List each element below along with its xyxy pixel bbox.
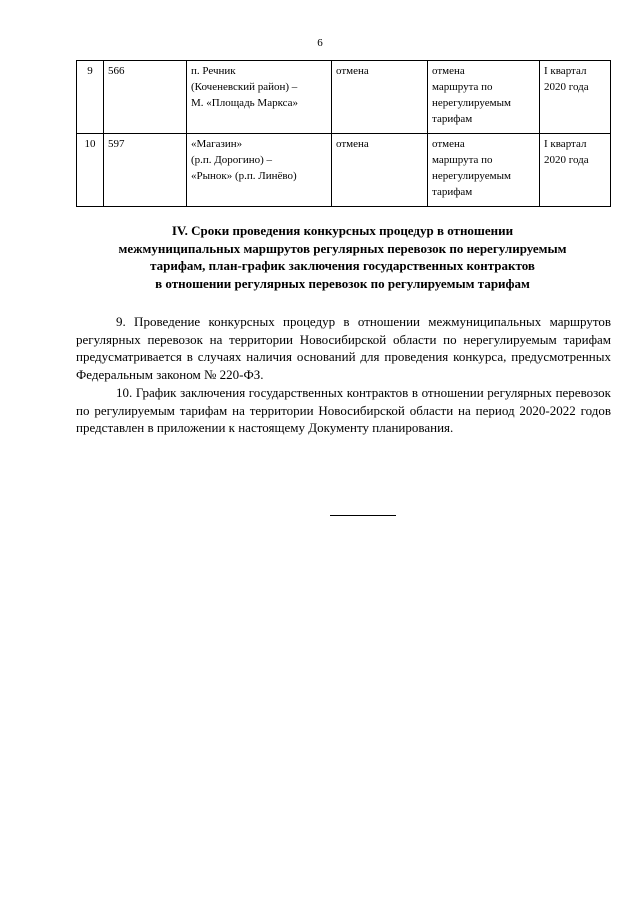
- page-number: 6: [317, 37, 323, 49]
- change-detail: отмена маршрута по нерегулируемым тарифам: [428, 134, 540, 207]
- row-number: 10: [77, 134, 104, 207]
- paragraph-10-text: 10. График заключения государственных контрактов в отношении регулярных перевозок по регулируемым тарифам на территории Новосибирской области на период 2020-2022 годов представлен в приложении к настоящему Документу планирования.: [76, 385, 611, 435]
- change-type: отмена: [332, 134, 428, 207]
- paragraph-9-text: 9. Проведение конкурсных процедур в отношении межмуниципальных маршрутов регулярных перевозок на территории Новосибирской области по нерегулируемым тарифам предусматривается в случаях наличия оснований для проведения конкурса, предусмотренных Федеральным законом № 220-ФЗ.: [76, 314, 611, 382]
- table-row: [77, 61, 611, 134]
- change-term: I квартал 2020 года: [540, 61, 611, 134]
- route-number: 597: [104, 134, 187, 207]
- route-name: п. Речник (Коченевский район) – М. «Площадь Маркса»: [187, 61, 332, 134]
- paragraph-9: [76, 313, 611, 383]
- route-number: 566: [104, 61, 187, 134]
- change-detail: отмена маршрута по нерегулируемым тарифам: [428, 61, 540, 134]
- paragraph-10: [76, 384, 611, 437]
- end-of-document-line: [330, 515, 396, 516]
- route-name: «Магазин» (р.п. Дорогино) – «Рынок» (р.п. Линёво): [187, 134, 332, 207]
- section-title: IV. Сроки проведения конкурсных процедур в отношении межмуниципальных маршрутов регулярных перевозок по нерегулируемым тарифам, план-график заключения государственных контрактов в отношении регулярных перевозок по регулируемым тарифам: [118, 223, 567, 291]
- row-number: 9: [77, 61, 104, 134]
- change-type: отмена: [332, 61, 428, 134]
- routes-table: [76, 60, 611, 207]
- change-term: I квартал 2020 года: [540, 134, 611, 207]
- table-row: [77, 134, 611, 207]
